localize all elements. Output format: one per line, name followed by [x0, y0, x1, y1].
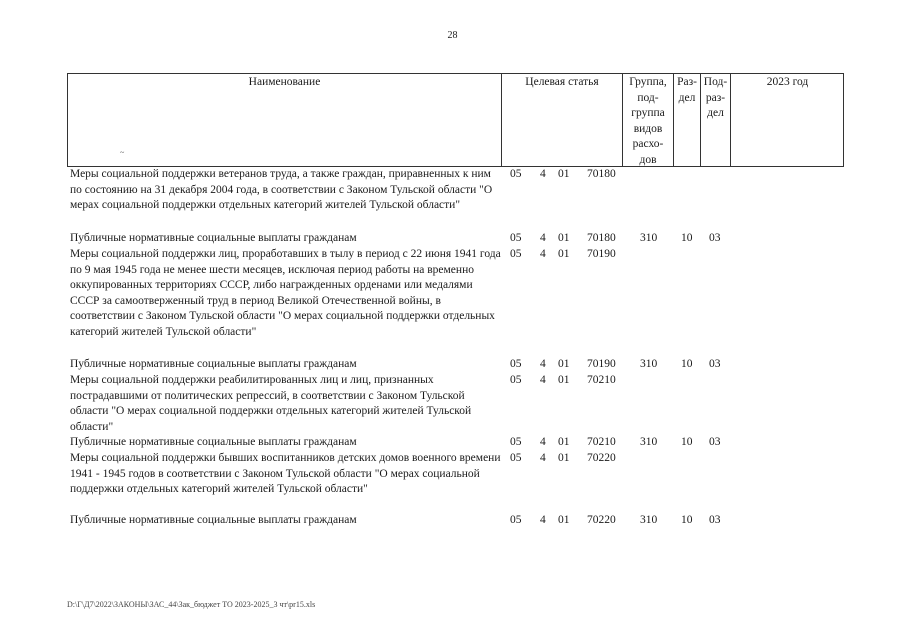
row-code-program: 05 — [510, 358, 522, 370]
row-code-subprogram: 4 — [540, 232, 546, 244]
row-name: Публичные нормативные социальные выплаты гражданам — [70, 358, 357, 370]
row-code-direction: 70220 — [587, 452, 616, 464]
row-code-event: 01 — [558, 232, 570, 244]
row-name: Публичные нормативные социальные выплаты гражданам — [70, 436, 357, 448]
row-subsection: 03 — [709, 436, 721, 448]
header-section: Раз- дел — [677, 76, 697, 104]
row-code-direction: 70220 — [587, 514, 616, 526]
header-year: 2023 год — [766, 76, 809, 88]
row-code-subprogram: 4 — [540, 358, 546, 370]
row-code-program: 05 — [510, 232, 522, 244]
row-code-program: 05 — [510, 452, 522, 464]
row-code-event: 01 — [558, 358, 570, 370]
row-expense-group: 310 — [640, 358, 658, 370]
row-code-program: 05 — [510, 436, 522, 448]
row-code-subprogram: 4 — [540, 514, 546, 526]
row-section: 10 — [681, 358, 693, 370]
row-code-event: 01 — [558, 514, 570, 526]
row-name: Меры социальной поддержки бывших воспитанников детских домов военного времени 1941 - 1945 годов в соответствии с Законом Тульской области "О мерах социальной поддержки отдельных категорий жителей Тульской области" — [70, 452, 501, 496]
row-code-event: 01 — [558, 374, 570, 386]
row-subsection: 03 — [709, 232, 721, 244]
row-code-direction: 70190 — [587, 358, 616, 370]
row-expense-group: 310 — [640, 514, 658, 526]
row-name: Меры социальной поддержки ветеранов труда, а также граждан, приравненных к ним по состоянию на 31 декабря 2004 года, в соответствии с Законом Тульской области "О мерах социальной поддержки отдельных категорий жителей Тульской области" — [70, 168, 493, 212]
row-code-subprogram: 4 — [540, 168, 546, 180]
row-name: Публичные нормативные социальные выплаты гражданам — [70, 232, 357, 244]
row-code-program: 05 — [510, 168, 522, 180]
row-code-direction: 70190 — [587, 248, 616, 260]
row-code-event: 01 — [558, 452, 570, 464]
row-code-subprogram: 4 — [540, 248, 546, 260]
row-code-subprogram: 4 — [540, 452, 546, 464]
table-header — [67, 73, 844, 167]
row-code-event: 01 — [558, 436, 570, 448]
row-code-program: 05 — [510, 374, 522, 386]
header-target-article: Целевая статья — [525, 76, 599, 88]
row-code-event: 01 — [558, 168, 570, 180]
scan-speck: ~ — [120, 148, 125, 157]
row-name: Публичные нормативные социальные выплаты гражданам — [70, 514, 357, 526]
header-subsection: Под- раз- дел — [703, 76, 728, 119]
row-subsection: 03 — [709, 514, 721, 526]
row-expense-group: 310 — [640, 232, 658, 244]
header-expense-group: Группа, под- группа видов расхо- дов — [629, 76, 667, 166]
row-code-program: 05 — [510, 514, 522, 526]
row-name: Меры социальной поддержки лиц, проработавших в тылу в период с 22 июня 1941 года по 9 мая 1945 года не менее шести месяцев, исключая период работы на временно оккупированных территориях СССР, либо награжденных орденами или медалями СССР за самоотверженный труд в период Великой Отечественной войны, в соответствии с Законом Тульской области "О мерах социальной поддержки отдельных категорий жителей Тульской области" — [70, 248, 501, 338]
row-code-event: 01 — [558, 248, 570, 260]
page-number: 28 — [447, 30, 458, 41]
header-name: Наименование — [248, 76, 321, 88]
row-name: Меры социальной поддержки реабилитированных лиц и лиц, признанных пострадавшими от политических репрессий, в соответствии с Законом Тульской области "О мерах социальной поддержки отдельных категорий жителей Тульской области" — [70, 374, 472, 433]
row-expense-group: 310 — [640, 436, 658, 448]
file-path-footer: D:\Г\Д7\2022\ЗАКОНЫ\ЗАС_44\Зак_бюджет ТО 2023-2025_3 чт\pr15.xls — [67, 600, 316, 609]
row-code-direction: 70180 — [587, 232, 616, 244]
row-code-direction: 70180 — [587, 168, 616, 180]
row-section: 10 — [681, 232, 693, 244]
row-section: 10 — [681, 514, 693, 526]
row-section: 10 — [681, 436, 693, 448]
row-subsection: 03 — [709, 358, 721, 370]
row-code-direction: 70210 — [587, 374, 616, 386]
row-code-program: 05 — [510, 248, 522, 260]
row-code-direction: 70210 — [587, 436, 616, 448]
row-code-subprogram: 4 — [540, 436, 546, 448]
row-code-subprogram: 4 — [540, 374, 546, 386]
